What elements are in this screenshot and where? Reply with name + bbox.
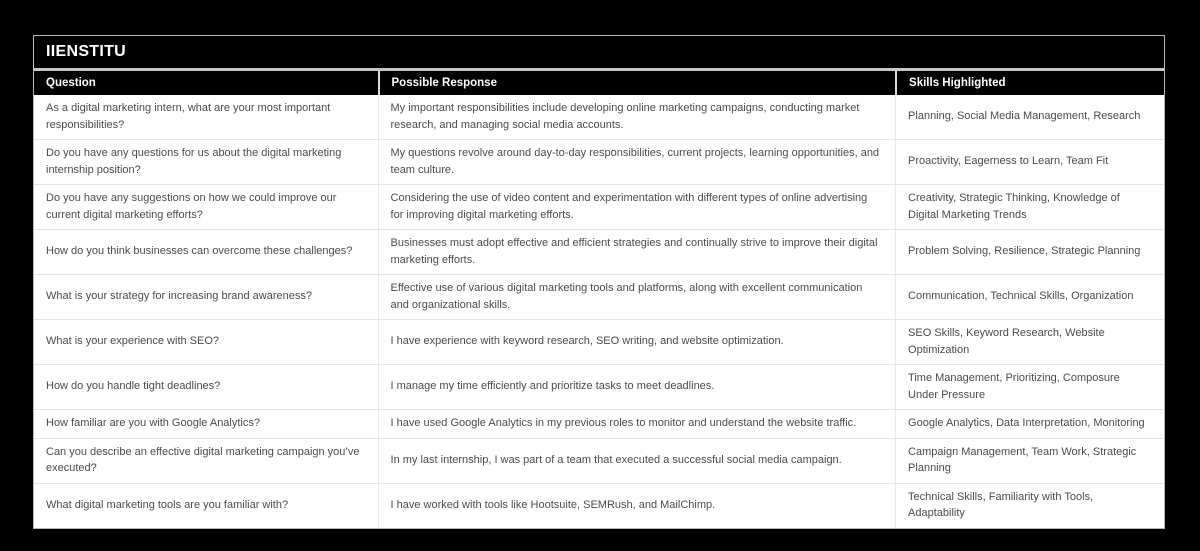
table-row — [34, 483, 1164, 528]
brand-title: IIENSTITU — [46, 43, 127, 60]
question-cell: What is your experience with SEO? — [34, 319, 378, 364]
skills-cell: Google Analytics, Data Interpretation, Monitoring — [895, 409, 1164, 438]
question-cell: Can you describe an effective digital marketing campaign you’ve executed? — [34, 438, 378, 483]
column-header-skills: Skills Highlighted — [895, 71, 1164, 95]
skills-cell: Technical Skills, Familiarity with Tools, Adaptability — [895, 483, 1164, 528]
response-cell: I manage my time efficiently and prioritize tasks to meet deadlines. — [378, 364, 896, 409]
skills-cell: Time Management, Prioritizing, Composure Under Pressure — [895, 364, 1164, 409]
table-row — [34, 364, 1164, 409]
column-header-response: Possible Response — [378, 71, 896, 95]
table-title-bar — [34, 36, 1164, 71]
skills-cell: Problem Solving, Resilience, Strategic Planning — [895, 229, 1164, 274]
response-cell: I have used Google Analytics in my previous roles to monitor and understand the website traffic. — [378, 409, 896, 438]
skills-cell: SEO Skills, Keyword Research, Website Optimization — [895, 319, 1164, 364]
table-row — [34, 409, 1164, 438]
question-cell: Do you have any suggestions on how we could improve our current digital marketing efforts? — [34, 184, 378, 229]
response-cell: Businesses must adopt effective and efficient strategies and continually strive to improve their digital marketing efforts. — [378, 229, 896, 274]
question-cell: What digital marketing tools are you familiar with? — [34, 483, 378, 528]
table-row — [34, 319, 1164, 364]
response-cell: Effective use of various digital marketing tools and platforms, along with excellent communication and organizational skills. — [378, 274, 896, 319]
response-cell: Considering the use of video content and experimentation with different types of online advertising for improving digital marketing efforts. — [378, 184, 896, 229]
question-cell: What is your strategy for increasing brand awareness? — [34, 274, 378, 319]
response-cell: I have experience with keyword research, SEO writing, and website optimization. — [378, 319, 896, 364]
question-cell: As a digital marketing intern, what are your most important responsibilities? — [46, 102, 331, 131]
table-row — [34, 229, 1164, 274]
question-cell: How do you handle tight deadlines? — [34, 364, 378, 409]
table-row — [34, 274, 1164, 319]
response-cell: I have worked with tools like Hootsuite, SEMRush, and MailChimp. — [378, 483, 896, 528]
table-row — [34, 139, 1164, 184]
skills-cell: Proactivity, Eagerness to Learn, Team Fit — [895, 139, 1164, 184]
response-cell: In my last internship, I was part of a team that executed a successful social media campaign. — [378, 438, 896, 483]
table-row — [34, 184, 1164, 229]
qa-table — [34, 71, 1164, 528]
header-row — [34, 71, 1164, 95]
table-row — [34, 95, 1164, 139]
skills-cell: Campaign Management, Team Work, Strategic Planning — [895, 438, 1164, 483]
skills-cell: Creativity, Strategic Thinking, Knowledge of Digital Marketing Trends — [895, 184, 1164, 229]
table-row — [34, 438, 1164, 483]
skills-cell: Planning, Social Media Management, Research — [895, 95, 1164, 139]
response-cell: My questions revolve around day-to-day responsibilities, current projects, learning opportunities, and team culture. — [378, 139, 896, 184]
skills-cell: Communication, Technical Skills, Organization — [895, 274, 1164, 319]
question-cell: How do you think businesses can overcome these challenges? — [34, 229, 378, 274]
interview-qa-table-card — [33, 35, 1165, 529]
question-cell: Do you have any questions for us about the digital marketing internship position? — [34, 139, 378, 184]
question-cell: How familiar are you with Google Analytics? — [34, 409, 378, 438]
table-body — [34, 95, 1164, 528]
response-cell: My important responsibilities include developing online marketing campaigns, conducting market research, and managing social media accounts. — [378, 95, 896, 139]
column-header-question: Question — [34, 71, 378, 95]
